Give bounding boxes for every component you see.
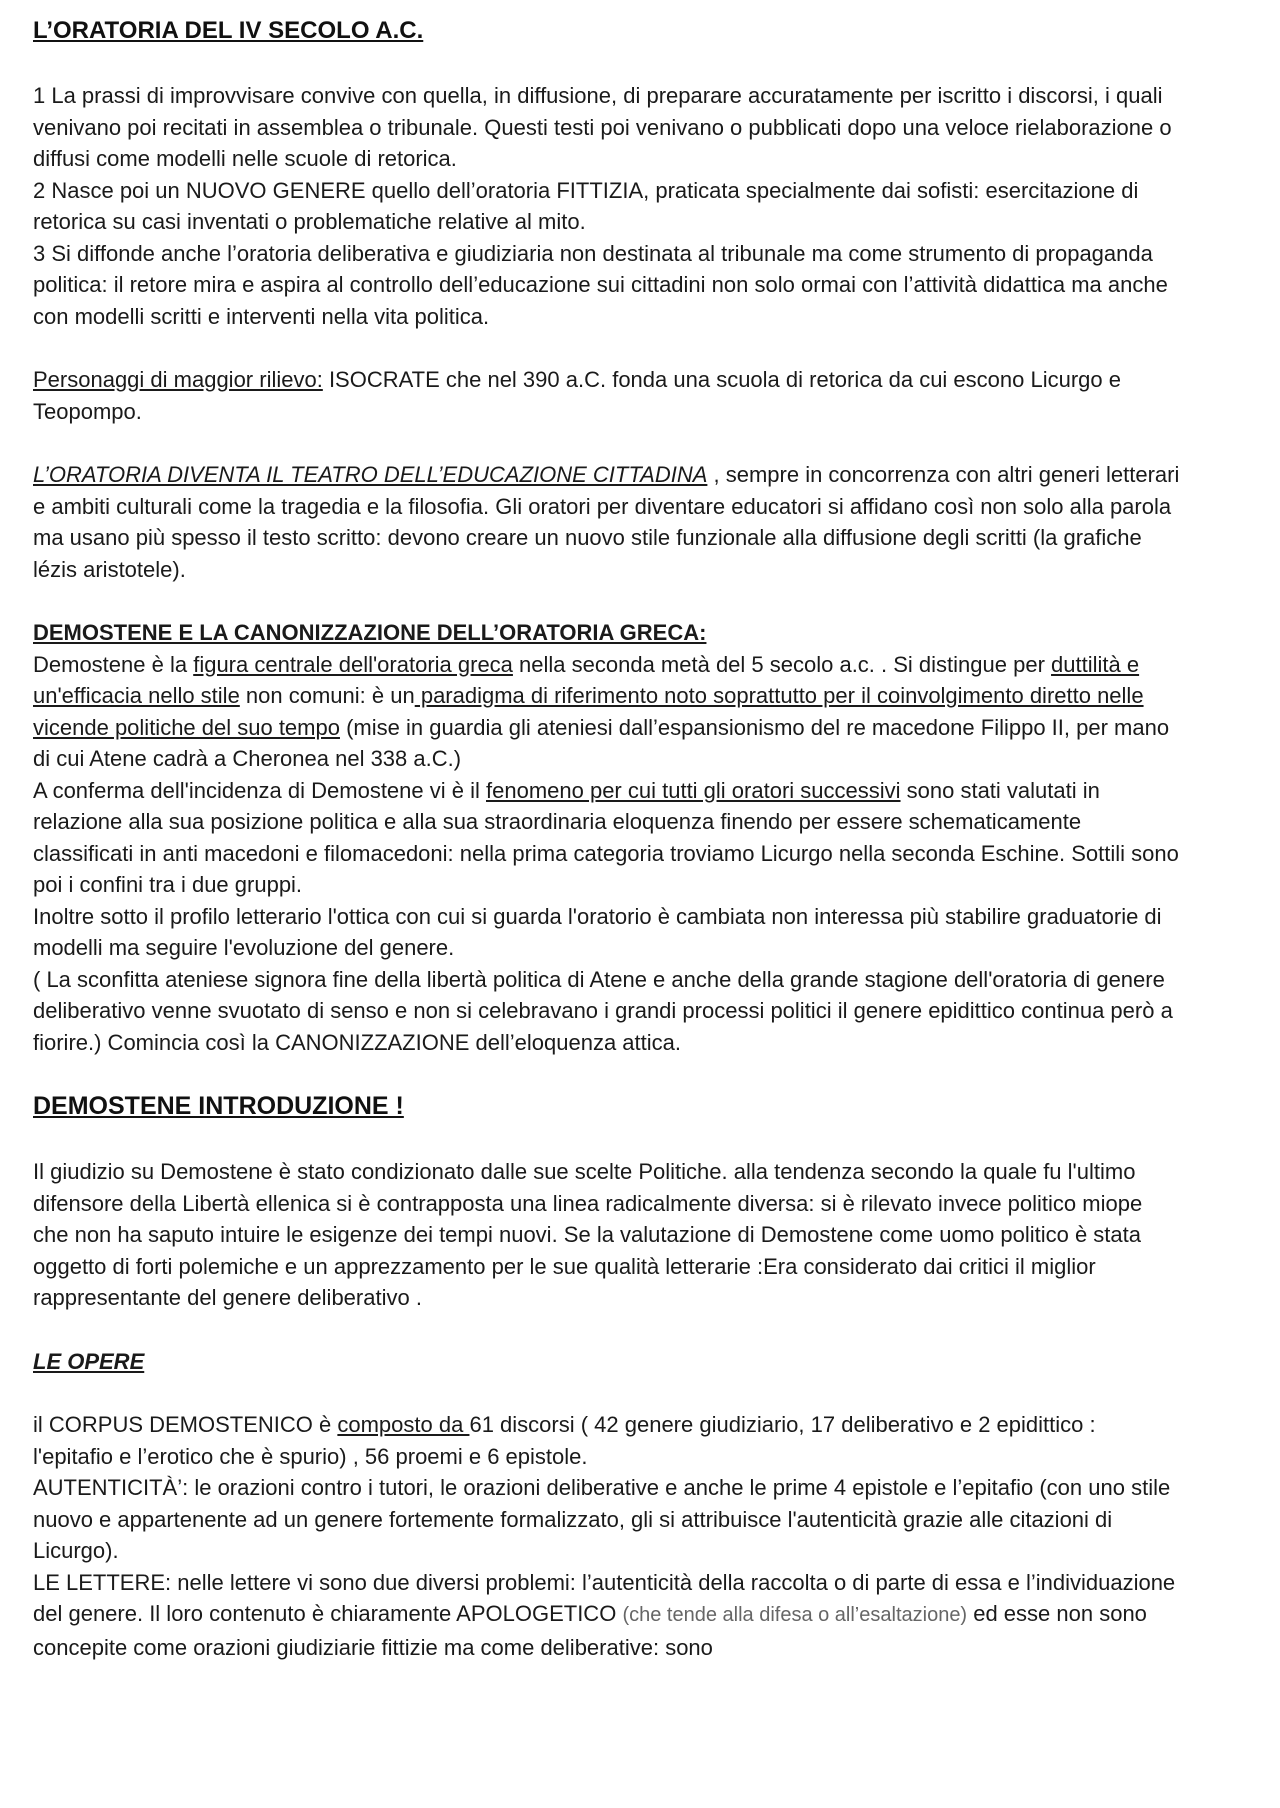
personaggi-label: Personaggi di maggior rilievo: (33, 367, 323, 392)
canonizzazione-paragraph-3: Inoltre sotto il profilo letterario l'ottica con cui si guarda l'oratorio è cambiata non interessa più stabilire graduatorie di modelli ma seguire l'evoluzione del genere. (33, 903, 1162, 960)
introduzione-paragraph: Il giudizio su Demostene è stato condizionato dalle sue scelte Politiche. alla tendenza secondo la quale fu l'ultimo difensore della Libertà ellenica si è contrapposta una linea radicalmente diversa: si è rilevato invece politico miope che non ha saputo intuire le esigenze dei tempi nuovi. Se la valutazione di Demostene come uomo politico è stata oggetto di forti polemiche e un apprezzamento per le sue qualità letterarie :Era considerato dai critici il miglior rappresentante del genere deliberativo . (33, 1159, 1143, 1310)
corpus-paragraph: il CORPUS DEMOSTENICO è composto da 61 discorsi ( 42 genere giudiziario, 17 deliberativo e 2 epidittico : l'epitafio e l’erotico che è spurio) , 56 proemi e 6 epistole. (33, 1412, 1096, 1469)
canonizzazione-paragraph-4: ( La sconfitta ateniese signora fine della libertà politica di Atene e anche della grande stagione dell'oratoria di genere deliberativo venne svuotato di senso e non si celebravano i grandi processi politici il genere epidittico continua però a fiorire.) Comincia così la CANONIZZAZIONE dell’eloquenza attica. (33, 966, 1173, 1055)
personaggi-text: ISOCRATE che nel 390 a.C. fonda una scuola di retorica da cui escono Licurgo e Teopompo. (33, 367, 1121, 424)
intro-paragraph-3: 3 Si diffonde anche l’oratoria deliberativa e giudiziaria non destinata al tribunale ma come strumento di propaganda politica: il retore mira e aspira al controllo dell’educazione sui cittadini non solo ormai con l’attività didattica ma anche con modelli scritti e interventi nella vita politica. (33, 240, 1168, 329)
teatro-heading: L’ORATORIA DIVENTA IL TEATRO DELL’EDUCAZIONE CITTADINA (33, 462, 708, 487)
canonizzazione-paragraph-2: A conferma dell'incidenza di Demostene vi è il fenomeno per cui tutti gli oratori successivi sono stati valutati in relazione alla sua posizione politica e alla sua straordinaria eloquenza finendo per essere schematicamente classificati in anti macedoni e filomacedoni: nella prima categoria troviamo Licurgo nella seconda Eschine. Sottili sono poi i confini tra i due gruppi. (33, 777, 1179, 897)
teatro-text: , sempre in concorrenza con altri generi letterari e ambiti culturali come la tragedia e la filosofia. Gli oratori per diventare educatori si affidano così non solo alla parola ma usano più spesso il testo scritto: devono creare un nuovo stile funzionale alla diffusione degli scritti (la grafiche lézis aristotele). (33, 462, 1180, 582)
lettere-paragraph: LE LETTERE: nelle lettere vi sono due diversi problemi: l’autenticità della raccolta o di parte di essa e l’individuazione del genere. Il loro contenuto è chiaramente APOLOGETICO (che tende alla difesa o all’esaltazione) ed esse non sono concepite come orazioni giudiziarie fittizie ma come deliberative: sono (33, 1569, 1176, 1660)
intro-paragraph-1: 1 La prassi di improvvisare convive con quella, in diffusione, di preparare accuratamente per iscritto i discorsi, i quali venivano poi recitati in assemblea o tribunale. Questi testi poi venivano o pubblicati dopo una veloce rielaborazione o diffusi come modelli nelle scuole di retorica. (33, 83, 1172, 171)
intro-paragraph-2: 2 Nasce poi un NUOVO GENERE quello dell’oratoria FITTIZIA, praticata specialmente dai sofisti: esercitazione di retorica su casi inventati o problematiche relative al mito. (33, 177, 1139, 234)
canonizzazione-paragraph-1: Demostene è la figura centrale dell'oratoria greca nella seconda metà del 5 secolo a.c. . Si distingue per duttilità e un'efficacia nello stile non comuni: è un paradigma di riferimento noto soprattutto per il coinvolgimento diretto nelle vicende politiche del suo tempo (mise in guardia gli ateniesi dall’espansionismo del re macedone Filippo II, per mano di cui Atene cadrà a Cheronea nel 338 a.C.) (33, 651, 1170, 771)
teatro-paragraph (33, 459, 1180, 585)
autenticita-paragraph: AUTENTICITÀ’: le orazioni contro i tutori, le orazioni deliberative e anche le prime 4 epistole e l’epitafio (con uno stile nuovo e appartenente ad un genere fortemente formalizzato, gli si attribuisce l'autenticità grazie alle citazioni di Licurgo). (33, 1475, 1171, 1563)
personaggi-paragraph (33, 364, 1180, 427)
opere-heading: LE OPERE (33, 1348, 145, 1374)
introduzione-heading: DEMOSTENE INTRODUZIONE ! (33, 1092, 404, 1120)
page-title: L’ORATORIA DEL IV SECOLO A.C. (33, 17, 424, 44)
lettere-note: (che tende alla difesa o all’esaltazione) (622, 1604, 968, 1626)
canonizzazione-heading: DEMOSTENE E LA CANONIZZAZIONE DELL’ORATORIA GRECA: (33, 620, 707, 645)
